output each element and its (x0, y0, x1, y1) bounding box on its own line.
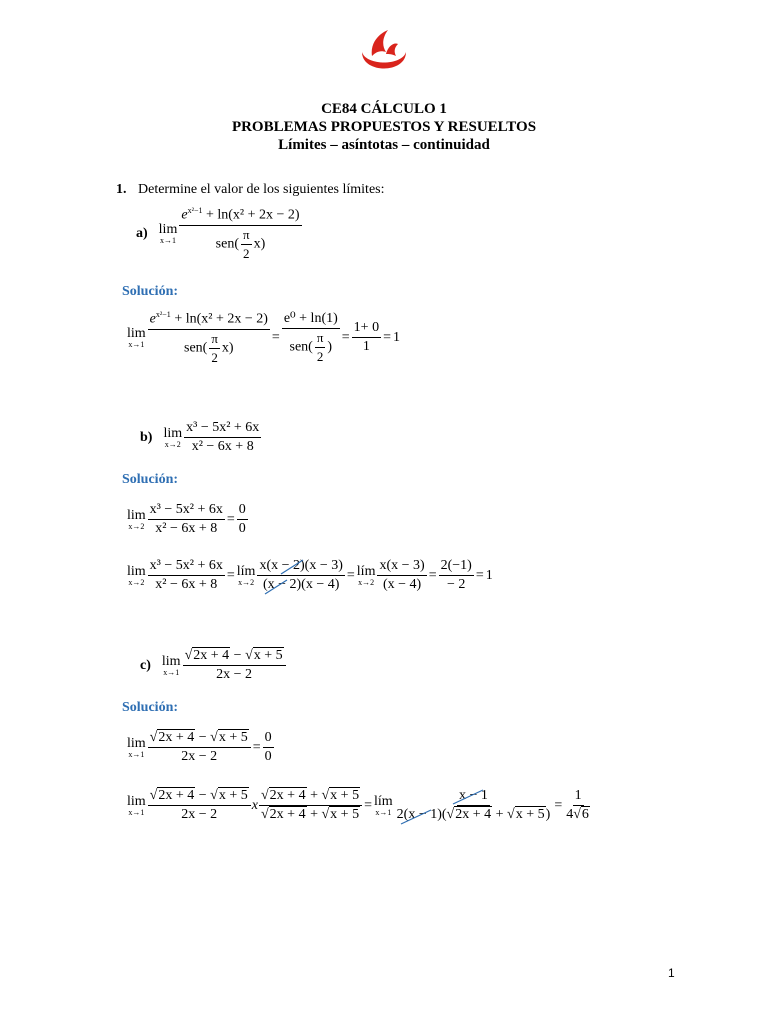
solution-b-step1: lim x→2 $\frac{\text{x³ − 5x² + 6x}}{\text{x² − 6x + 8}}$ = $\frac{0}{0}$ (127, 502, 246, 536)
fraction: $\frac{x(x - 2)(x - 3)}{(x - 2)(x - 4)}$ (257, 558, 344, 593)
fraction: $\frac{√2x + 4 + √x + 5}{√2x + 4 + √x + 5}$ (259, 788, 362, 823)
course-title: CE84 CÁLCULO 1 (321, 101, 447, 117)
solution-label-c: Solución: (122, 700, 179, 715)
solution-c-step2: lim x→1 $\frac{√2x + 4 - √x + 5}{2x - 2}$ x $\frac{√2x + 4 + √x + 5}{√2x + 4 + √x + 5}$ = lím x→1 $\frac{x - 1}{2(x - 1)(√2x + 4 + √x + 5)}$ = $\frac{1}{4√6}$ (126, 788, 593, 823)
limit-operator: lim x→2 (127, 563, 146, 587)
problem-statement (116, 182, 385, 198)
limit-operator: lim x→1 (161, 653, 181, 677)
limit-operator: lím x→1 (373, 793, 393, 817)
fraction: $\frac{1+ 0}{1}$ (353, 320, 380, 355)
limit-operator: lim x→1 (158, 221, 178, 245)
document-subtitle: PROBLEMAS PROPUESTOS Y RESUELTOS (231, 119, 537, 135)
solution-a: lim x→1 $e^{x^2-1} + \ln(x^2 + 2x - 2)$ sen( $\frac{\pi}{2}$ x) = e⁰ + ln(1) sen( $\frac{\pi}{2}$ ) = $\frac{1+ 0}{1}$ = 1 (127, 310, 400, 365)
fraction: $\frac{√2x + 4 - √x + 5}{2x - 2}$ (148, 788, 251, 823)
fraction: $e^{x^2-1} + \ln(x^2 + 2x - 2)$ sen( $\frac{\pi}{2}$ x) (181, 206, 300, 261)
cancel-mark (395, 788, 565, 828)
item-a (136, 206, 303, 262)
cancel-mark (257, 558, 367, 598)
solution-label-b: Solución: (122, 472, 179, 487)
fraction: $\frac{\text{x³ − 5x² + 6x}}{\text{x² − 6x + 8}}$ (186, 420, 260, 454)
solution-c-step1: lim x→1 $\frac{√2x + 4 - √x + 5}{2x - 2}$ = $\frac{0}{0}$ (127, 730, 272, 764)
fraction: $e^{x^2-1} + \ln(x^2 + 2x - 2)$ sen( $\frac{\pi}{2}$ x) (149, 310, 268, 365)
limit-operator: lim x→1 (127, 325, 146, 349)
fraction: $\frac{√2x + 4 - √x + 5}{2x - 2}$ (148, 730, 251, 765)
problem-text: Determine el valor de los siguientes límites: (138, 182, 385, 197)
university-logo (352, 22, 416, 86)
fraction: $\frac{x - 1}{2(x - 1)(√2x + 4 + √x + 5)}$ (395, 788, 553, 823)
fraction: $\frac{\text{x³ − 5x² + 6x}}{\text{x² − 6x + 8}}$ (149, 558, 223, 592)
item-c (140, 648, 287, 683)
fraction: $\frac{\text{x³ − 5x² + 6x}}{\text{x² − 6x + 8}}$ (149, 502, 223, 536)
fraction: $\frac{0}{0}$ (264, 730, 272, 764)
fraction: e⁰ + ln(1) sen( $\frac{\pi}{2}$ ) (283, 311, 338, 365)
limit-operator: lim x→1 (127, 793, 146, 817)
solution-b-step2: lim x→2 $\frac{\text{x³ − 5x² + 6x}}{\text{x² − 6x + 8}}$ = lím x→2 $\frac{x(x - 2)(x - 3)}{(x - 2)(x - 4)}$ = lím x→2 $\frac{x(x - 3)}{(x - 4)}$ = $\frac{2(-1)}{- 2}$ = 1 (126, 558, 494, 593)
limit-operator: lim x→1 (127, 735, 146, 759)
fraction: $\frac{2(-1)}{- 2}$ (440, 558, 472, 592)
fraction: $\frac{0}{0}$ (238, 502, 246, 536)
fraction: $\frac{1}{4√6}$ (566, 788, 589, 822)
item-b-label: b) (140, 429, 153, 445)
item-a-label: a) (136, 225, 148, 241)
limit-operator: lim x→2 (163, 425, 183, 449)
item-c-label: c) (140, 657, 151, 673)
problem-number: 1. (116, 182, 127, 197)
fraction: $\frac{√2x + 4 - √x + 5}{2x - 2}$ (183, 648, 286, 683)
limit-operator: lim x→2 (127, 507, 146, 531)
page-number: 1 (668, 966, 675, 980)
topic-title: Límites – asíntotas – continuidad (278, 137, 490, 153)
item-b (140, 420, 262, 455)
limit-operator: lím x→2 (236, 563, 256, 587)
solution-label-a: Solución: (122, 284, 179, 299)
limit-operator: lím x→2 (356, 563, 376, 587)
fraction: $\frac{x(x - 3)}{(x - 4)}$ (379, 558, 425, 592)
